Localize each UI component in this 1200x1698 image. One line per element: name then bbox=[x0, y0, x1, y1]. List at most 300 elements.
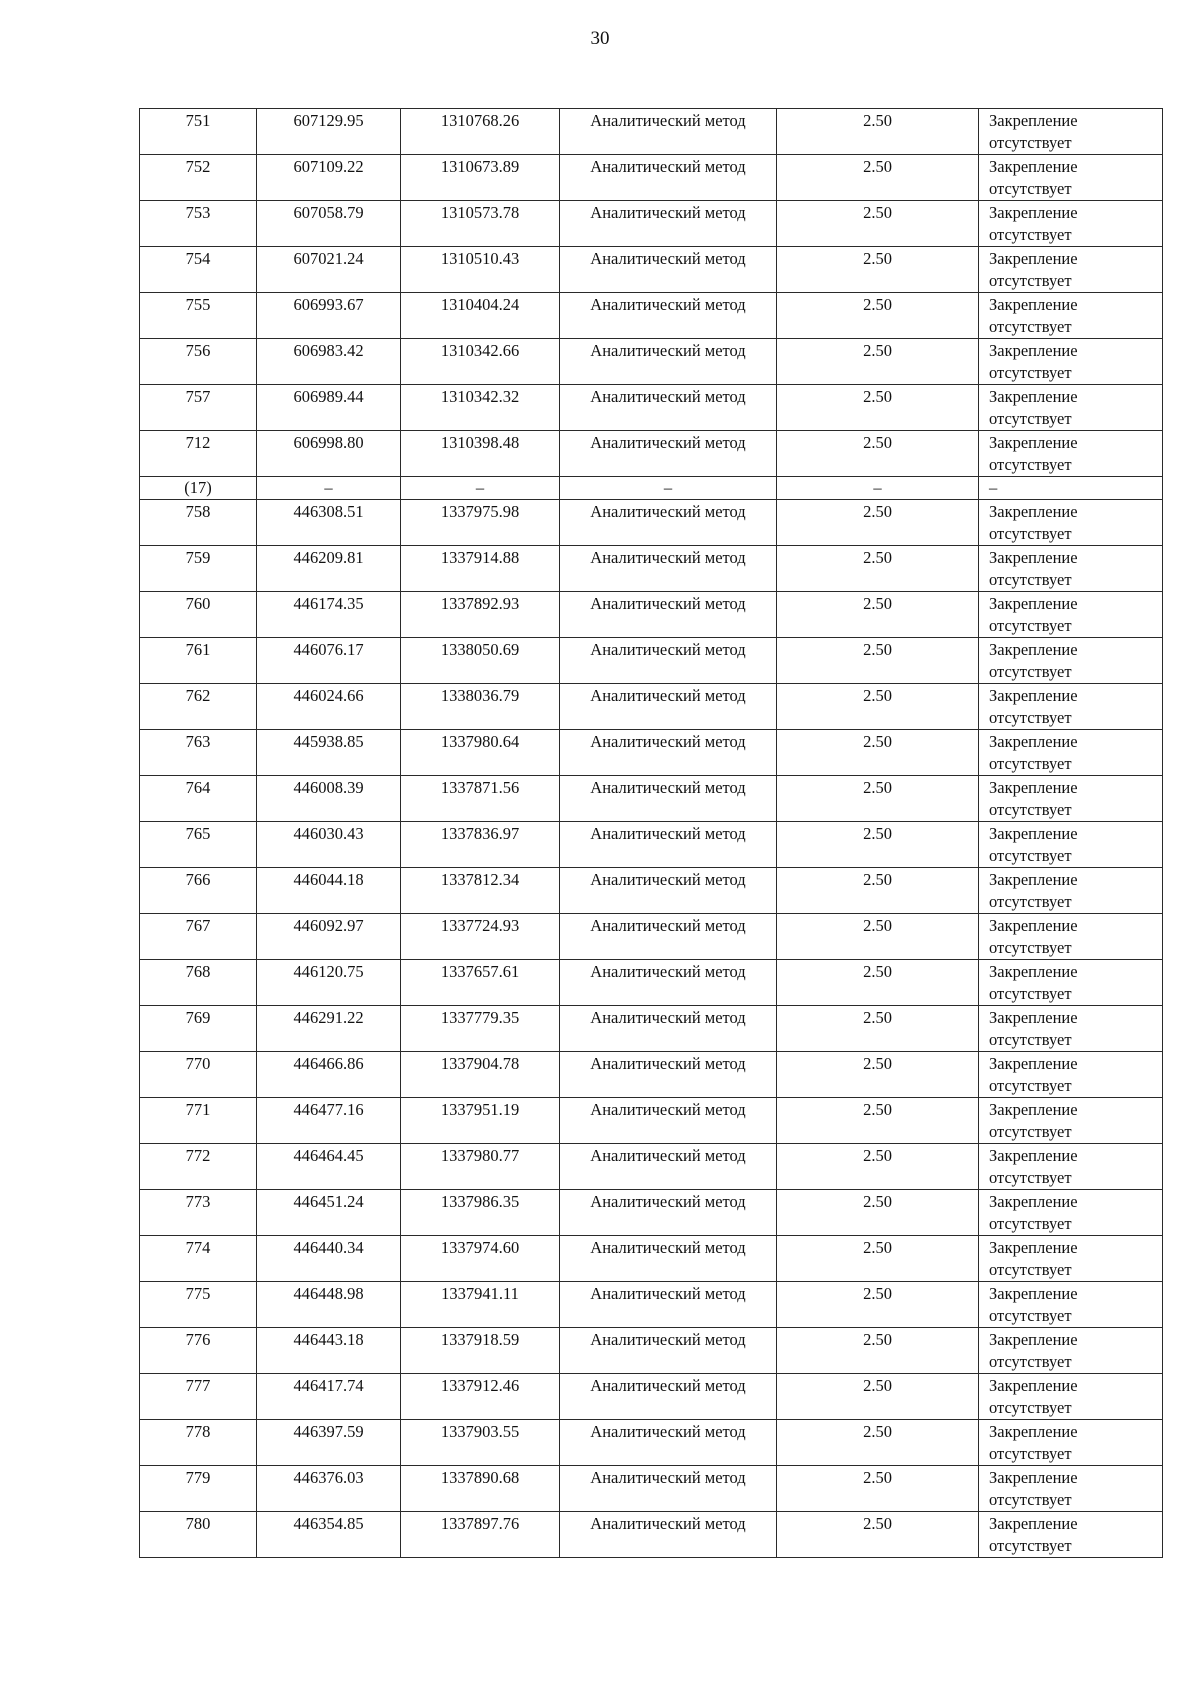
y-coordinate-cell bbox=[401, 638, 560, 684]
page-number: 30 bbox=[590, 28, 610, 49]
point-number-text: 768 bbox=[185, 962, 211, 981]
fixing-description-cell bbox=[979, 730, 1163, 776]
point-number-text: 757 bbox=[185, 387, 211, 406]
table-row bbox=[140, 500, 1163, 546]
method-cell bbox=[560, 293, 777, 339]
x-coordinate-cell bbox=[257, 1512, 401, 1558]
point-number-cell bbox=[140, 684, 257, 730]
x-coordinate-text: 446464.45 bbox=[293, 1146, 364, 1165]
fixing-description-cell bbox=[979, 1190, 1163, 1236]
y-coordinate-text: 1337724.93 bbox=[440, 916, 520, 935]
y-coordinate-text: 1310768.26 bbox=[440, 111, 520, 130]
point-number-text: 771 bbox=[185, 1100, 211, 1119]
fixing-description-cell bbox=[979, 155, 1163, 201]
table-separator-row bbox=[140, 477, 1163, 500]
fixing-description-cell bbox=[979, 1374, 1163, 1420]
table-row bbox=[140, 546, 1163, 592]
fixing-description-cell bbox=[979, 247, 1163, 293]
x-coordinate-cell bbox=[257, 1098, 401, 1144]
y-coordinate-cell bbox=[401, 914, 560, 960]
point-number-text: 779 bbox=[185, 1468, 211, 1487]
point-number-text: 777 bbox=[185, 1376, 211, 1395]
point-number-text: 751 bbox=[185, 111, 211, 130]
fixing-description-cell bbox=[979, 1098, 1163, 1144]
fixing-description-cell bbox=[979, 914, 1163, 960]
point-number-text: 773 bbox=[185, 1192, 211, 1211]
table-body bbox=[140, 109, 1163, 1558]
table-row bbox=[140, 1098, 1163, 1144]
x-coordinate-text: 446044.18 bbox=[293, 870, 364, 889]
table-row bbox=[140, 1236, 1163, 1282]
method-text: Аналитический метод bbox=[590, 1330, 746, 1349]
point-number-text: 755 bbox=[185, 295, 211, 314]
method-cell bbox=[560, 109, 777, 155]
fixing-description-cell bbox=[979, 339, 1163, 385]
error-text: 2.50 bbox=[863, 548, 892, 567]
x-coordinate-cell bbox=[257, 1190, 401, 1236]
point-number-text: 772 bbox=[185, 1146, 211, 1165]
y-coordinate-text: 1337903.55 bbox=[440, 1422, 520, 1441]
x-coordinate-cell bbox=[257, 776, 401, 822]
fixing-description-cell bbox=[979, 1512, 1163, 1558]
table-row bbox=[140, 293, 1163, 339]
error-text: – bbox=[873, 478, 882, 497]
method-text: Аналитический метод bbox=[590, 249, 746, 268]
y-coordinate-text: 1310510.43 bbox=[440, 249, 520, 268]
x-coordinate-text: 606993.67 bbox=[293, 295, 364, 314]
error-text: 2.50 bbox=[863, 870, 892, 889]
x-coordinate-text: 446417.74 bbox=[293, 1376, 364, 1395]
point-number-text: 753 bbox=[185, 203, 211, 222]
error-text: 2.50 bbox=[863, 249, 892, 268]
y-coordinate-cell bbox=[401, 1052, 560, 1098]
fixing-description-cell bbox=[979, 477, 1163, 500]
fixing-description-text: Закрепление отсутствует bbox=[989, 732, 1078, 773]
fixing-description-text: Закрепление отсутствует bbox=[989, 686, 1078, 727]
method-cell bbox=[560, 546, 777, 592]
error-cell bbox=[777, 1328, 979, 1374]
error-cell bbox=[777, 822, 979, 868]
fixing-description-text: Закрепление отсутствует bbox=[989, 962, 1078, 1003]
fixing-description-cell bbox=[979, 1466, 1163, 1512]
x-coordinate-cell bbox=[257, 1144, 401, 1190]
fixing-description-text: Закрепление отсутствует bbox=[989, 870, 1078, 911]
error-cell bbox=[777, 546, 979, 592]
y-coordinate-text: 1337914.88 bbox=[440, 548, 520, 567]
point-number-cell bbox=[140, 247, 257, 293]
fixing-description-cell bbox=[979, 1006, 1163, 1052]
error-cell bbox=[777, 592, 979, 638]
y-coordinate-text: 1337812.34 bbox=[440, 870, 520, 889]
point-number-text: 776 bbox=[185, 1330, 211, 1349]
y-coordinate-text: 1310673.89 bbox=[440, 157, 520, 176]
point-number-text: 774 bbox=[185, 1238, 211, 1257]
error-cell bbox=[777, 1374, 979, 1420]
method-text: Аналитический метод bbox=[590, 1468, 746, 1487]
fixing-description-text: Закрепление отсутствует bbox=[989, 1330, 1078, 1371]
fixing-description-text: Закрепление отсутствует bbox=[989, 157, 1078, 198]
error-cell bbox=[777, 109, 979, 155]
y-coordinate-cell bbox=[401, 155, 560, 201]
fixing-description-text: Закрепление отсутствует bbox=[989, 916, 1078, 957]
x-coordinate-text: 446291.22 bbox=[293, 1008, 364, 1027]
error-cell bbox=[777, 1282, 979, 1328]
x-coordinate-cell bbox=[257, 500, 401, 546]
error-cell bbox=[777, 684, 979, 730]
fixing-description-text: Закрепление отсутствует bbox=[989, 341, 1078, 382]
method-text: Аналитический метод bbox=[590, 295, 746, 314]
x-coordinate-text: 606983.42 bbox=[293, 341, 364, 360]
y-coordinate-text: 1337779.35 bbox=[440, 1008, 520, 1027]
error-text: 2.50 bbox=[863, 1514, 892, 1533]
error-cell bbox=[777, 1466, 979, 1512]
method-text: Аналитический метод bbox=[590, 502, 746, 521]
fixing-description-text: Закрепление отсутствует bbox=[989, 778, 1078, 819]
fixing-description-cell bbox=[979, 500, 1163, 546]
error-cell bbox=[777, 914, 979, 960]
error-cell bbox=[777, 868, 979, 914]
method-cell bbox=[560, 1052, 777, 1098]
point-number-text: 759 bbox=[185, 548, 211, 567]
method-cell bbox=[560, 201, 777, 247]
y-coordinate-text: 1337904.78 bbox=[440, 1054, 520, 1073]
point-number-cell bbox=[140, 1282, 257, 1328]
method-text: Аналитический метод bbox=[590, 1100, 746, 1119]
method-text: Аналитический метод bbox=[590, 1422, 746, 1441]
fixing-description-text: Закрепление отсутствует bbox=[989, 1422, 1078, 1463]
error-text: 2.50 bbox=[863, 1192, 892, 1211]
point-number-text: 760 bbox=[185, 594, 211, 613]
method-text: Аналитический метод bbox=[590, 387, 746, 406]
x-coordinate-text: 606998.80 bbox=[293, 433, 364, 452]
error-text: 2.50 bbox=[863, 1238, 892, 1257]
point-number-cell bbox=[140, 339, 257, 385]
method-cell bbox=[560, 1466, 777, 1512]
point-number-cell bbox=[140, 155, 257, 201]
table-row bbox=[140, 385, 1163, 431]
table-row bbox=[140, 201, 1163, 247]
x-coordinate-text: 446443.18 bbox=[293, 1330, 364, 1349]
x-coordinate-text: 607021.24 bbox=[293, 249, 364, 268]
method-text: Аналитический метод bbox=[590, 1008, 746, 1027]
y-coordinate-cell bbox=[401, 385, 560, 431]
point-number-text: 756 bbox=[185, 341, 211, 360]
point-number-cell bbox=[140, 868, 257, 914]
x-coordinate-text: 446092.97 bbox=[293, 916, 364, 935]
point-number-cell bbox=[140, 592, 257, 638]
error-text: 2.50 bbox=[863, 295, 892, 314]
fixing-description-cell bbox=[979, 1052, 1163, 1098]
x-coordinate-cell bbox=[257, 960, 401, 1006]
x-coordinate-text: 446174.35 bbox=[293, 594, 364, 613]
method-cell bbox=[560, 1374, 777, 1420]
point-number-cell bbox=[140, 914, 257, 960]
point-number-cell bbox=[140, 822, 257, 868]
point-number-cell bbox=[140, 431, 257, 477]
error-cell bbox=[777, 385, 979, 431]
error-text: 2.50 bbox=[863, 1376, 892, 1395]
x-coordinate-cell bbox=[257, 155, 401, 201]
method-cell bbox=[560, 592, 777, 638]
method-cell bbox=[560, 1420, 777, 1466]
x-coordinate-text: 446477.16 bbox=[293, 1100, 364, 1119]
x-coordinate-text: 607109.22 bbox=[293, 157, 364, 176]
error-text: 2.50 bbox=[863, 1100, 892, 1119]
fixing-description-text: Закрепление отсутствует bbox=[989, 1468, 1078, 1509]
fixing-description-cell bbox=[979, 776, 1163, 822]
fixing-description-text: Закрепление отсутствует bbox=[989, 594, 1078, 635]
x-coordinate-cell bbox=[257, 201, 401, 247]
table-row bbox=[140, 730, 1163, 776]
fixing-description-text: Закрепление отсутствует bbox=[989, 1284, 1078, 1325]
point-number-text: 780 bbox=[185, 1514, 211, 1533]
error-text: 2.50 bbox=[863, 640, 892, 659]
fixing-description-cell bbox=[979, 1328, 1163, 1374]
y-coordinate-cell bbox=[401, 1374, 560, 1420]
x-coordinate-cell bbox=[257, 1466, 401, 1512]
method-text: Аналитический метод bbox=[590, 686, 746, 705]
y-coordinate-text: 1337890.68 bbox=[440, 1468, 520, 1487]
y-coordinate-text: – bbox=[475, 478, 485, 497]
table-row bbox=[140, 155, 1163, 201]
point-number-cell bbox=[140, 1190, 257, 1236]
method-text: Аналитический метод bbox=[590, 870, 746, 889]
point-number-text: 764 bbox=[185, 778, 211, 797]
error-cell bbox=[777, 1144, 979, 1190]
y-coordinate-text: 1337986.35 bbox=[440, 1192, 520, 1211]
method-text: Аналитический метод bbox=[590, 203, 746, 222]
y-coordinate-cell bbox=[401, 1512, 560, 1558]
y-coordinate-cell bbox=[401, 960, 560, 1006]
fixing-description-cell bbox=[979, 1282, 1163, 1328]
x-coordinate-cell bbox=[257, 339, 401, 385]
fixing-description-text: Закрепление отсутствует bbox=[989, 824, 1078, 865]
x-coordinate-text: 446451.24 bbox=[293, 1192, 364, 1211]
table-row bbox=[140, 431, 1163, 477]
fixing-description-cell bbox=[979, 822, 1163, 868]
table-row bbox=[140, 638, 1163, 684]
point-number-text: 712 bbox=[185, 433, 211, 452]
method-text: Аналитический метод bbox=[590, 1514, 746, 1533]
fixing-description-text: Закрепление отсутствует bbox=[989, 1238, 1078, 1279]
method-cell bbox=[560, 1190, 777, 1236]
x-coordinate-cell bbox=[257, 1420, 401, 1466]
error-cell bbox=[777, 431, 979, 477]
method-text: Аналитический метод bbox=[590, 341, 746, 360]
method-cell bbox=[560, 914, 777, 960]
y-coordinate-text: 1337975.98 bbox=[440, 502, 520, 521]
x-coordinate-text: 607129.95 bbox=[293, 111, 364, 130]
x-coordinate-text: 446466.86 bbox=[293, 1054, 364, 1073]
error-cell bbox=[777, 1190, 979, 1236]
error-text: 2.50 bbox=[863, 686, 892, 705]
x-coordinate-cell bbox=[257, 638, 401, 684]
x-coordinate-text: 446209.81 bbox=[293, 548, 364, 567]
x-coordinate-cell bbox=[257, 546, 401, 592]
error-text: 2.50 bbox=[863, 824, 892, 843]
fixing-description-text: Закрепление отсутствует bbox=[989, 502, 1078, 543]
y-coordinate-text: 1310398.48 bbox=[440, 433, 520, 452]
x-coordinate-cell bbox=[257, 247, 401, 293]
y-coordinate-cell bbox=[401, 1190, 560, 1236]
y-coordinate-text: 1337974.60 bbox=[440, 1238, 520, 1257]
point-number-cell bbox=[140, 385, 257, 431]
y-coordinate-text: 1337892.93 bbox=[440, 594, 520, 613]
point-number-cell bbox=[140, 1420, 257, 1466]
error-cell bbox=[777, 477, 979, 500]
method-cell bbox=[560, 155, 777, 201]
x-coordinate-text: 446440.34 bbox=[293, 1238, 364, 1257]
fixing-description-text: Закрепление отсутствует bbox=[989, 640, 1078, 681]
point-number-cell bbox=[140, 1466, 257, 1512]
method-text: Аналитический метод bbox=[590, 916, 746, 935]
error-text: 2.50 bbox=[863, 732, 892, 751]
error-text: 2.50 bbox=[863, 1054, 892, 1073]
point-number-cell bbox=[140, 293, 257, 339]
fixing-description-text: Закрепление отсутствует bbox=[989, 1008, 1078, 1049]
x-coordinate-text: 446024.66 bbox=[293, 686, 364, 705]
error-text: 2.50 bbox=[863, 916, 892, 935]
y-coordinate-text: 1337897.76 bbox=[440, 1514, 520, 1533]
point-number-cell bbox=[140, 109, 257, 155]
fixing-description-text: Закрепление отсутствует bbox=[989, 1100, 1078, 1141]
error-cell bbox=[777, 1236, 979, 1282]
x-coordinate-cell bbox=[257, 684, 401, 730]
error-cell bbox=[777, 339, 979, 385]
error-text: 2.50 bbox=[863, 433, 892, 452]
method-text: Аналитический метод bbox=[590, 778, 746, 797]
x-coordinate-cell bbox=[257, 1006, 401, 1052]
y-coordinate-cell bbox=[401, 247, 560, 293]
error-text: 2.50 bbox=[863, 962, 892, 981]
point-number-cell bbox=[140, 477, 257, 500]
fixing-description-text: Закрепление отсутствует bbox=[989, 111, 1078, 152]
table-row bbox=[140, 1052, 1163, 1098]
fixing-description-text: Закрепление отсутствует bbox=[989, 249, 1078, 290]
y-coordinate-text: 1337912.46 bbox=[440, 1376, 520, 1395]
y-coordinate-cell bbox=[401, 109, 560, 155]
error-text: 2.50 bbox=[863, 594, 892, 613]
error-text: 2.50 bbox=[863, 502, 892, 521]
method-cell bbox=[560, 1328, 777, 1374]
error-cell bbox=[777, 960, 979, 1006]
table-row bbox=[140, 868, 1163, 914]
y-coordinate-cell bbox=[401, 822, 560, 868]
x-coordinate-cell bbox=[257, 385, 401, 431]
error-cell bbox=[777, 776, 979, 822]
x-coordinate-text: 446354.85 bbox=[293, 1514, 364, 1533]
fixing-description-cell bbox=[979, 1144, 1163, 1190]
y-coordinate-cell bbox=[401, 1236, 560, 1282]
x-coordinate-cell bbox=[257, 293, 401, 339]
method-cell bbox=[560, 822, 777, 868]
method-text: – bbox=[663, 478, 673, 497]
table-row bbox=[140, 1466, 1163, 1512]
x-coordinate-text: 445938.85 bbox=[293, 732, 364, 751]
table-row bbox=[140, 1006, 1163, 1052]
y-coordinate-cell bbox=[401, 1144, 560, 1190]
y-coordinate-text: 1338036.79 bbox=[440, 686, 520, 705]
method-cell bbox=[560, 247, 777, 293]
error-text: 2.50 bbox=[863, 1146, 892, 1165]
method-text: Аналитический метод bbox=[590, 1146, 746, 1165]
x-coordinate-cell bbox=[257, 1374, 401, 1420]
y-coordinate-text: 1337980.77 bbox=[440, 1146, 520, 1165]
method-cell bbox=[560, 638, 777, 684]
y-coordinate-text: 1337918.59 bbox=[440, 1330, 520, 1349]
error-cell bbox=[777, 730, 979, 776]
fixing-description-cell bbox=[979, 546, 1163, 592]
point-number-cell bbox=[140, 1236, 257, 1282]
x-coordinate-text: 446076.17 bbox=[293, 640, 364, 659]
error-cell bbox=[777, 1512, 979, 1558]
table-row bbox=[140, 1190, 1163, 1236]
x-coordinate-text: 446448.98 bbox=[293, 1284, 364, 1303]
method-cell bbox=[560, 960, 777, 1006]
method-cell bbox=[560, 776, 777, 822]
table-row bbox=[140, 1328, 1163, 1374]
y-coordinate-text: 1337951.19 bbox=[440, 1100, 520, 1119]
y-coordinate-cell bbox=[401, 293, 560, 339]
method-text: Аналитический метод bbox=[590, 1054, 746, 1073]
point-number-text: 778 bbox=[185, 1422, 211, 1441]
point-number-cell bbox=[140, 638, 257, 684]
point-number-text: 763 bbox=[185, 732, 211, 751]
x-coordinate-cell bbox=[257, 914, 401, 960]
error-text: 2.50 bbox=[863, 341, 892, 360]
error-text: 2.50 bbox=[863, 157, 892, 176]
x-coordinate-cell bbox=[257, 431, 401, 477]
table-row bbox=[140, 960, 1163, 1006]
table-row bbox=[140, 1144, 1163, 1190]
point-number-text: 770 bbox=[185, 1054, 211, 1073]
point-number-cell bbox=[140, 1512, 257, 1558]
x-coordinate-text: 607058.79 bbox=[293, 203, 364, 222]
point-number-cell bbox=[140, 1328, 257, 1374]
y-coordinate-cell bbox=[401, 1006, 560, 1052]
point-number-text: 754 bbox=[185, 249, 211, 268]
x-coordinate-text: 446120.75 bbox=[293, 962, 364, 981]
table-row bbox=[140, 592, 1163, 638]
point-number-cell bbox=[140, 201, 257, 247]
table-row bbox=[140, 247, 1163, 293]
y-coordinate-cell bbox=[401, 776, 560, 822]
error-text: 2.50 bbox=[863, 203, 892, 222]
error-text: 2.50 bbox=[863, 1008, 892, 1027]
x-coordinate-text: – bbox=[324, 478, 333, 497]
method-text: Аналитический метод bbox=[590, 1284, 746, 1303]
y-coordinate-cell bbox=[401, 1328, 560, 1374]
fixing-description-cell bbox=[979, 868, 1163, 914]
method-cell bbox=[560, 1236, 777, 1282]
method-cell bbox=[560, 1098, 777, 1144]
method-text: Аналитический метод bbox=[590, 594, 746, 613]
method-cell bbox=[560, 477, 777, 500]
point-number-text: 758 bbox=[185, 502, 211, 521]
x-coordinate-cell bbox=[257, 1052, 401, 1098]
point-number-text: 775 bbox=[185, 1284, 211, 1303]
table-row bbox=[140, 339, 1163, 385]
x-coordinate-cell bbox=[257, 1282, 401, 1328]
error-cell bbox=[777, 293, 979, 339]
point-number-cell bbox=[140, 1052, 257, 1098]
method-cell bbox=[560, 1282, 777, 1328]
fixing-description-cell bbox=[979, 201, 1163, 247]
point-number-cell bbox=[140, 730, 257, 776]
method-cell bbox=[560, 684, 777, 730]
y-coordinate-cell bbox=[401, 730, 560, 776]
fixing-description-cell bbox=[979, 684, 1163, 730]
